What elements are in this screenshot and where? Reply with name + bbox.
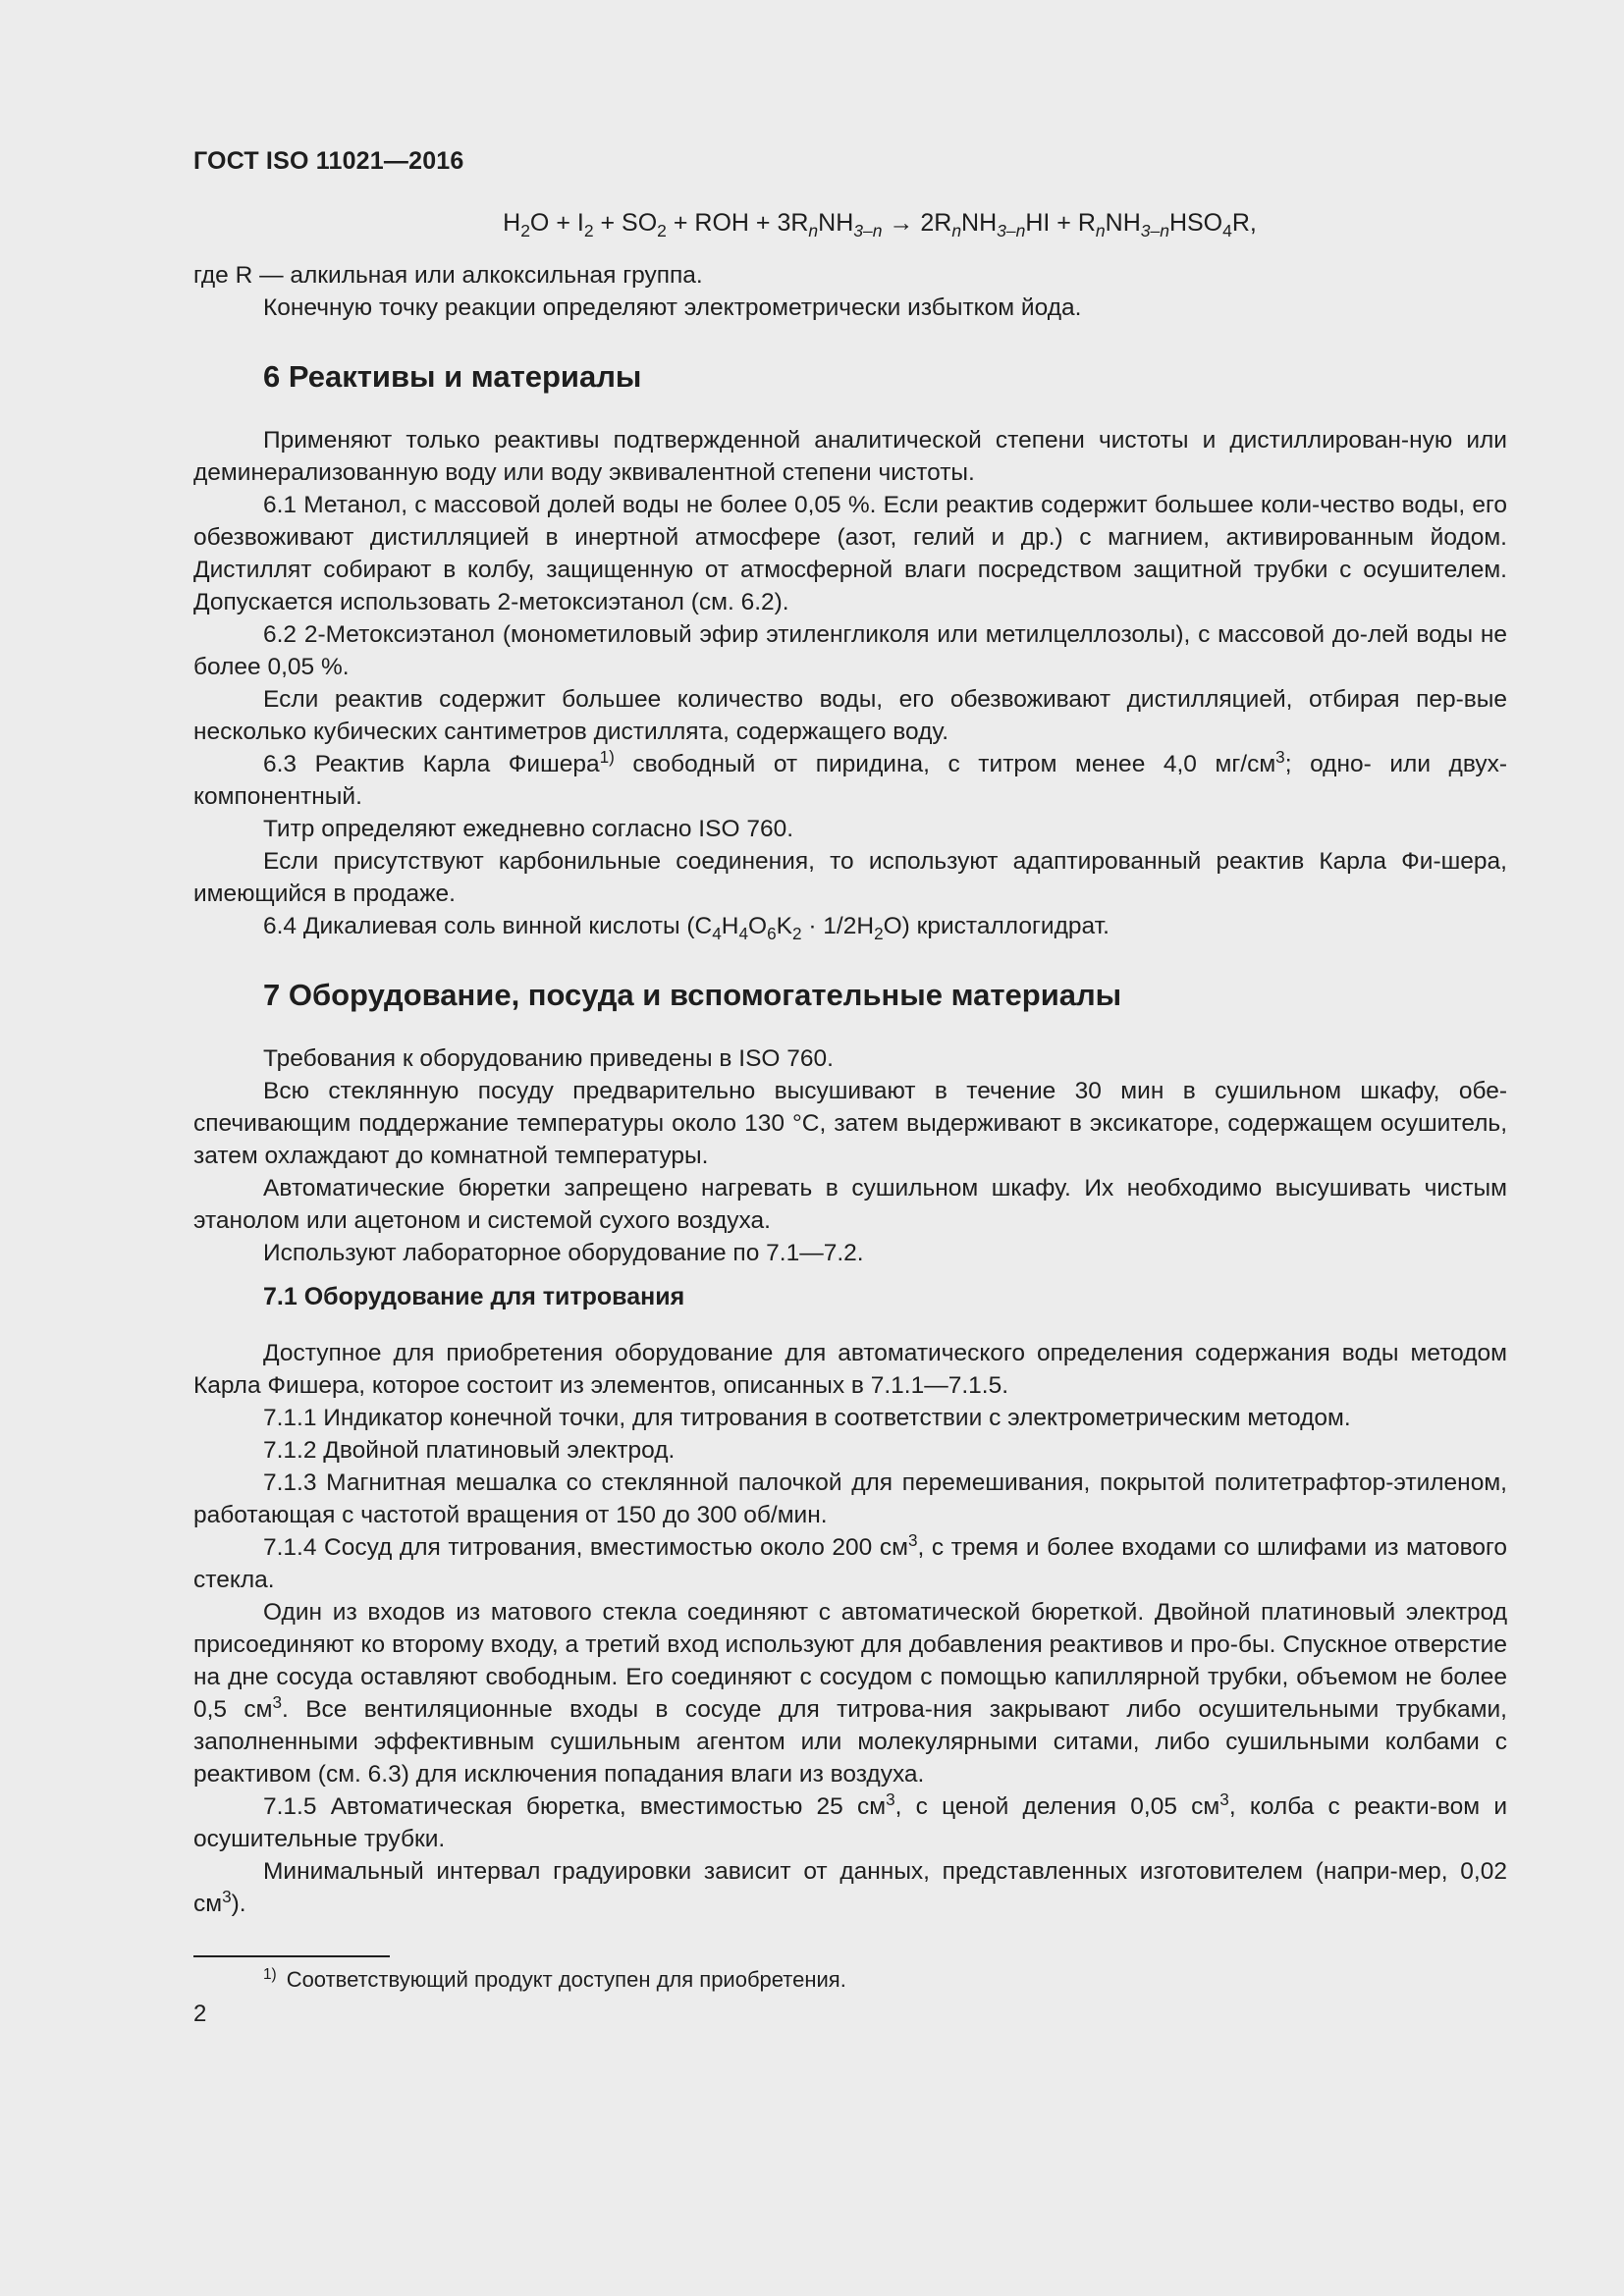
section-6-heading: 6 Реактивы и материалы	[263, 359, 642, 394]
paragraph: Один из входов из матового стекла соединяют с автоматической бюреткой. Двойной платиновый электрод присоединяют ко второму входу, а третий вход используют для добавления реактивов и про-бы. Спускное отверстие на дне сосуда оставляют свободным. Его соединяют с сосудом с помощью капиллярной трубки, объемом не более 0,5 $см^3$. Все вентиляционные входы в сосуде для титрова-ния закрывают либо осушительными трубками, заполненными эффективным сушильным агентом или молекулярными ситами, либо сушильными колбами с реактивом (см. 6.3) для исключения попадания влаги из воздуха.	[193, 1599, 1507, 1788]
paragraph: Применяют только реактивы подтвержденной аналитической степени чистоты и дистиллирован-ную или деминерализованную воду или воду эквивалентной степени чистоты.	[193, 427, 1507, 486]
paragraph: Всю стеклянную посуду предварительно высушивают в течение 30 мин в сушильном шкафу, обе-спечивающим поддержание температуры около 130 °С, затем выдерживают в эксикаторе, содержащем осушитель, затем охлаждают до комнатной температуры.	[193, 1078, 1507, 1169]
paragraph-6-2: 6.2 2-Метоксиэтанол (монометиловый эфир этиленгликоля или метилцеллозолы), с массовой до-лей воды не более 0,05 %.	[193, 621, 1507, 680]
paragraph: Если реактив содержит большее количество воды, его обезвоживают дистилляцией, отбирая пер-вые несколько кубических сантиметров дистиллята, содержащего воду.	[193, 686, 1507, 745]
paragraph-7-1-1: 7.1.1 Индикатор конечной точки, для титрования в соответствии с электрометрическим методом.	[263, 1405, 1351, 1431]
paragraph-7-1-2: 7.1.2 Двойной платиновый электрод.	[263, 1437, 676, 1464]
section-7-heading: 7 Оборудование, посуда и вспомогательные материалы	[263, 978, 1122, 1012]
paragraph-6-3: 6.3 Реактив Карла Фишера$^{1)}$ свободный от пиридина, с титром менее 4,0 $мг/см^3$; одно- или двух-компонентный.	[193, 746, 1507, 810]
paragraph-6-1: 6.1 Метанол, с массовой долей воды не более 0,05 %. Если реактив содержит большее коли-чество воды, его обезвоживают дистилляцией в инертной атмосфере (азот, гелий и др.) с магнием, активированным йодом. Дистиллят собирают в колбу, защищенную от атмосферной влаги посредством защитной трубки с осушителем. Допускается использовать 2-метоксиэтанол (см. 6.2).	[193, 492, 1507, 615]
page-number: 2	[193, 2001, 207, 2027]
footnote-mark: 1)	[263, 1965, 277, 1983]
footnote: $^{1)}$ Соответствующий продукт доступен для приобретения.	[263, 1965, 846, 1992]
paragraph: Требования к оборудованию приведены в ISO 760.	[263, 1045, 834, 1072]
paragraph: Доступное для приобретения оборудование для автоматического определения содержания воды методом Карла Фишера, которое состоит из элементов, описанных в 7.1.1—7.1.5.	[193, 1340, 1507, 1399]
reaction-formula: $H_2O + I_2 + SO_2$ + ROH + $3R_nNH_{3-n} \to 2R_nNH_{3-n}HI + R_nNH_{3-n}HSO_4R$,	[503, 209, 1257, 241]
paragraph-7-1-4: 7.1.4 Сосуд для титрования, вместимостью около 200 $см^3$, с тремя и более входами со шлифами из матового стекла.	[193, 1529, 1507, 1593]
endpoint-paragraph: Конечную точку реакции определяют электрометрически избытком йода.	[263, 294, 1082, 321]
where-clause: где R — алкильная или алкоксильная группа.	[193, 262, 703, 289]
footnote-ref: 1)	[599, 746, 615, 767]
subsection-7-1-heading: 7.1 Оборудование для титрования	[263, 1283, 685, 1310]
document-header: ГОСТ ISO 11021—2016	[193, 147, 464, 175]
paragraph: Если присутствуют карбонильные соединения, то используют адаптированный реактив Карла Фи-шера, имеющийся в продаже.	[193, 848, 1507, 907]
paragraph: Используют лабораторное оборудование по 7.1—7.2.	[263, 1240, 864, 1266]
footnote-divider	[193, 1955, 390, 1957]
paragraph-6-4: 6.4 Дикалиевая соль винной кислоты $(C_4H_4O_6K_2 \cdot 1/2H_2O)$ кристаллогидрат.	[263, 913, 1110, 943]
paragraph-7-1-3: 7.1.3 Магнитная мешалка со стеклянной палочкой для перемешивания, покрытой политетрафтор-этиленом, работающая с частотой вращения от 150 до 300 об/мин.	[193, 1469, 1507, 1528]
paragraph: Минимальный интервал градуировки зависит от данных, представленных изготовителем (напри-мер, 0,02 $см^3$).	[193, 1858, 1507, 1917]
paragraph: Автоматические бюретки запрещено нагревать в сушильном шкафу. Их необходимо высушивать чистым этанолом или ацетоном и системой сухого воздуха.	[193, 1175, 1507, 1234]
paragraph-7-1-5: 7.1.5 Автоматическая бюретка, вместимостью 25 $см^3$, с ценой деления 0,05 $см^3$, колба с реакти-вом и осушительные трубки.	[193, 1789, 1508, 1852]
paragraph: Титр определяют ежедневно согласно ISO 760.	[263, 816, 794, 842]
document-page	[193, 147, 1507, 2028]
